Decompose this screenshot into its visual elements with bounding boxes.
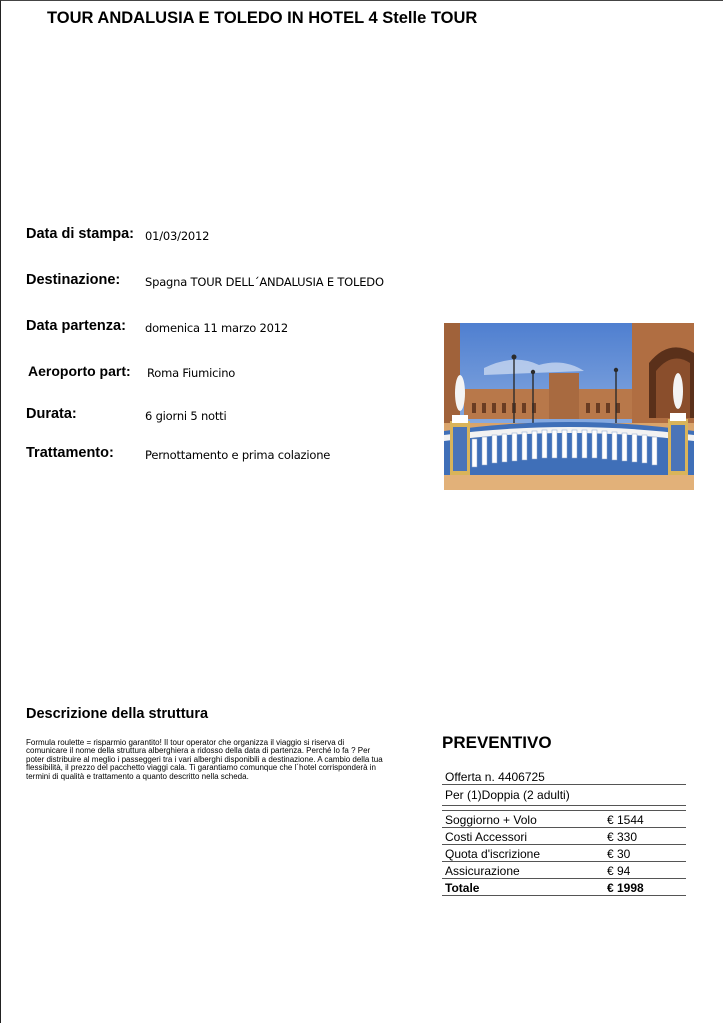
item-label: Assicurazione: [445, 864, 520, 878]
departure-value: domenica 11 marzo 2012: [145, 321, 288, 335]
description-text: Formula roulette = risparmio garantito! Il tour operator che organizza il viaggio si riserva di comunicare il nome della struttura alberghiera a ridosso della data di partenza. Perché lo fa ? Per poter distribuire al meglio i passeggeri tra i vari alberghi disponibili a destinazione. A cambio della tua flessibilità, il prezzo del pacchetto viaggi cala. Ti garantiamo comunque che l´hotel corrisponderà in termini di qualità e trattamento a quanto descritto nella scheda.: [26, 738, 383, 781]
duration-label: Durata:: [26, 406, 77, 422]
table-row: [442, 862, 686, 879]
airport-value: Roma Fiumicino: [147, 366, 236, 380]
duration-value: 6 giorni 5 notti: [145, 409, 227, 423]
print-date-label: Data di stampa:: [26, 226, 134, 242]
airport-label: Aeroporto part:: [28, 363, 131, 379]
item-label: Quota d'iscrizione: [445, 847, 541, 861]
total-amount: € 1998: [607, 881, 644, 895]
description-heading: Descrizione della struttura: [26, 706, 209, 722]
board-label: Trattamento:: [26, 445, 114, 461]
board-value: Pernottamento e prima colazione: [145, 448, 331, 462]
offer-number: Offerta n. 4406725: [445, 770, 545, 784]
item-label: Soggiorno + Volo: [445, 813, 537, 827]
destination-label: Destinazione:: [26, 272, 121, 288]
table-row: [442, 811, 686, 828]
offer-row: [442, 768, 686, 785]
quote-table: [442, 768, 686, 896]
item-amount: € 94: [607, 864, 631, 878]
item-amount: € 1544: [607, 813, 644, 827]
departure-label: Data partenza:: [26, 318, 126, 334]
quote-heading: PREVENTIVO: [442, 733, 552, 752]
page-title: TOUR ANDALUSIA E TOLEDO IN HOTEL 4 Stelle TOUR: [47, 9, 478, 27]
print-date-value: 01/03/2012: [145, 229, 210, 243]
destination-photo: [444, 323, 694, 490]
table-row: [442, 828, 686, 845]
destination-value: Spagna TOUR DELL´ANDALUSIA E TOLEDO: [145, 275, 384, 289]
item-amount: € 330: [607, 830, 638, 844]
item-label: Costi Accessori: [445, 830, 528, 844]
total-row: [442, 879, 686, 896]
room-description: Per (1)Doppia (2 adulti): [445, 788, 570, 802]
item-amount: € 30: [607, 847, 631, 861]
total-label: Totale: [445, 881, 480, 895]
room-row: [442, 785, 686, 806]
table-row: [442, 845, 686, 862]
